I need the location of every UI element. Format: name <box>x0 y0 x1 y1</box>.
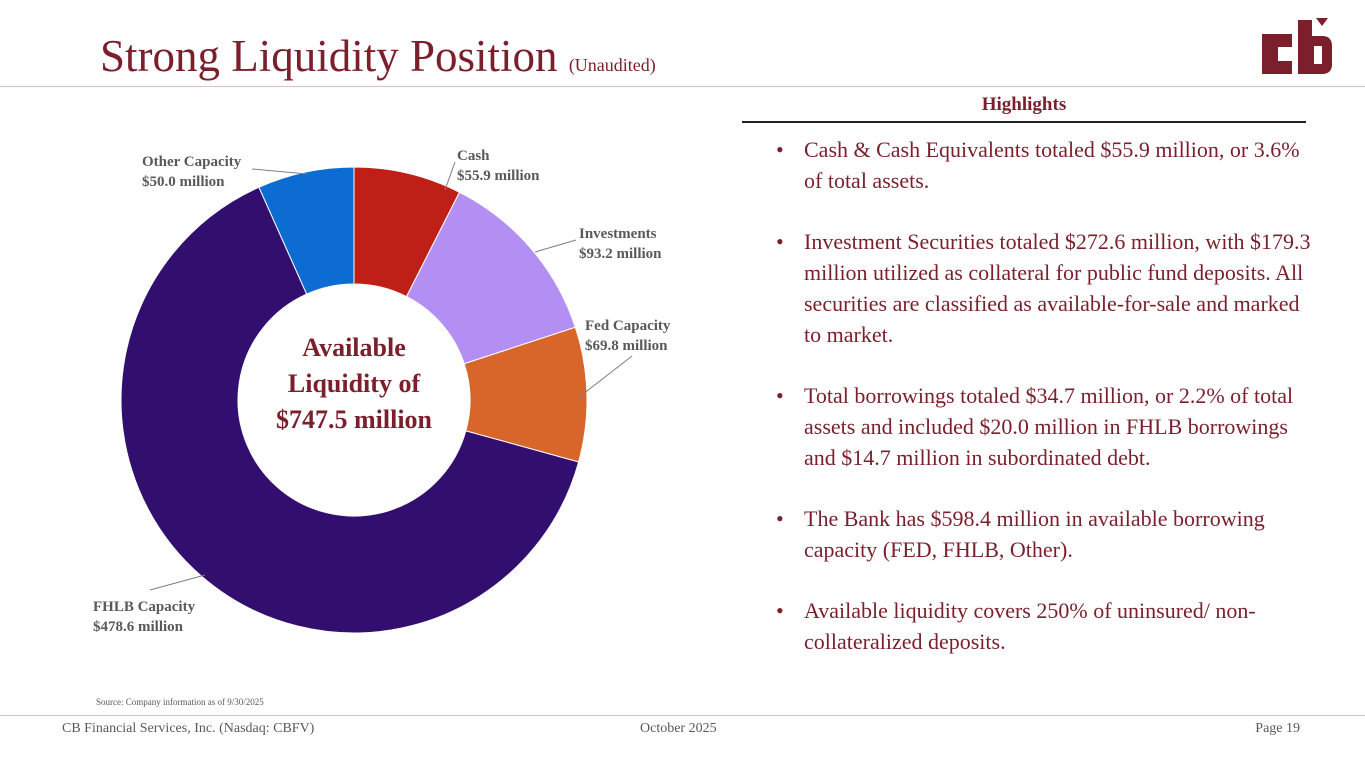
highlight-item: • Available liquidity covers 250% of uninsured/ non-collateralized deposits. <box>776 595 1316 657</box>
label-cash: Cash <box>457 148 490 164</box>
value-label-other-capacity: $50.0 million <box>142 174 225 190</box>
highlights-heading: Highlights <box>981 94 1067 115</box>
header-divider <box>0 86 1365 87</box>
footer-divider <box>0 715 1365 716</box>
highlight-item: • The Bank has $598.4 million in available borrowing capacity (FED, FHLB, Other). <box>776 503 1316 565</box>
footer-date: October 2025 <box>640 721 717 736</box>
value-label-fed-capacity: $69.8 million <box>585 338 668 354</box>
donut-center-label: Available Liquidity of $747.5 million <box>275 333 432 434</box>
highlights-list <box>776 134 1316 687</box>
footer-page-number: Page 19 <box>1255 721 1300 736</box>
label-other-capacity: Other Capacity <box>142 154 242 170</box>
leader-line-other-capacity <box>252 169 307 174</box>
slide-title <box>100 30 656 82</box>
label-fhlb-capacity: FHLB Capacity <box>93 599 196 615</box>
label-investments: Investments <box>579 226 657 242</box>
leader-line-fhlb-capacity <box>150 575 205 590</box>
source-note: Source: Company information as of 9/30/2025 <box>96 697 264 707</box>
highlight-item: • Total borrowings totaled $34.7 million, or 2.2% of total assets and included $20.0 million in FHLB borrowings and $14.7 million in subordinated debt. <box>776 380 1316 473</box>
value-label-fhlb-capacity: $478.6 million <box>93 619 184 635</box>
company-logo <box>1258 16 1334 78</box>
value-label-investments: $93.2 million <box>579 246 662 262</box>
highlights-divider <box>742 121 1306 123</box>
footer-company: CB Financial Services, Inc. (Nasdaq: CBFV) <box>62 721 315 736</box>
leader-line-cash <box>445 162 455 190</box>
value-label-cash: $55.9 million <box>457 168 540 184</box>
slide-title-text: Strong Liquidity Position <box>100 31 558 81</box>
highlight-item: • Cash & Cash Equivalents totaled $55.9 million, or 3.6% of total assets. <box>776 134 1316 196</box>
highlight-item: • Investment Securities totaled $272.6 million, with $179.3 million utilized as collateral for public fund deposits. All securities are classified as available-for-sale and marked to market. <box>776 226 1316 350</box>
leader-line-investments <box>535 240 576 252</box>
label-fed-capacity: Fed Capacity <box>585 318 671 334</box>
slide-subtitle: (Unaudited) <box>568 55 656 75</box>
